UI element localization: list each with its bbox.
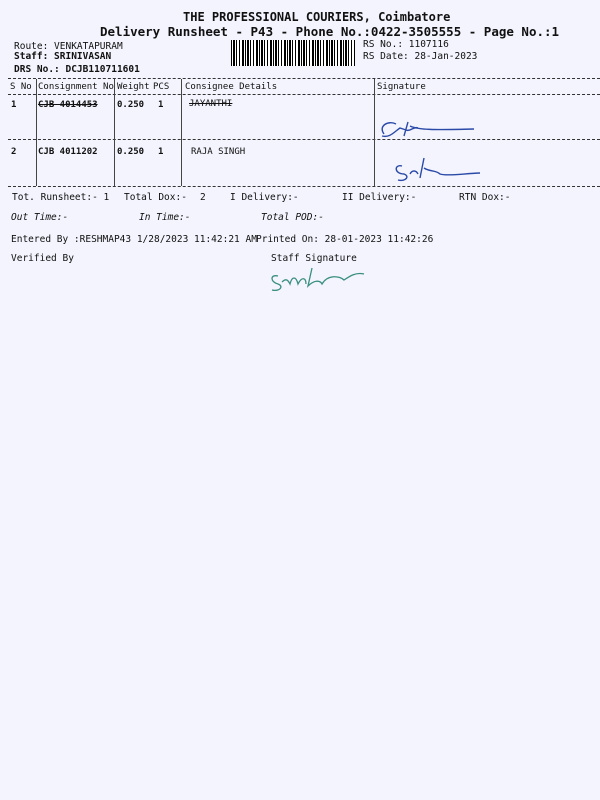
col-header-consignment: Consignment No [38, 82, 114, 92]
staff-label: Staff: SRINIVASAN [14, 51, 112, 62]
row-divider [8, 139, 600, 140]
row-pcs: 1 [158, 100, 164, 110]
row-consignment-no: CJB 4014453 [38, 100, 98, 110]
col-header-signature: Signature [377, 82, 426, 92]
row-consignee: RAJA SINGH [191, 147, 246, 157]
rtn-dox: RTN Dox:- [459, 192, 511, 203]
out-time: Out Time:- [11, 212, 69, 223]
table-header-rule [8, 94, 600, 95]
barcode-image [231, 40, 355, 66]
col-header-pcs: PCS [153, 82, 170, 92]
row-consignment-no: CJB 4011202 [38, 147, 98, 157]
rs-date: RS Date: 28-Jan-2023 [363, 51, 478, 62]
staff-signature-label: Staff Signature [271, 253, 357, 264]
col-divider [181, 79, 182, 186]
col-header-sno: S No [10, 82, 32, 92]
col-header-consignee: Consignee Details [185, 82, 278, 92]
company-title: THE PROFESSIONAL COURIERS, Coimbatore [183, 10, 451, 24]
row-pcs: 1 [158, 147, 164, 157]
col-header-weight: Weight [117, 82, 150, 92]
delivery-signature-2 [390, 152, 500, 186]
tot-runsheet: Tot. Runsheet:- 1 [12, 192, 110, 203]
table-bottom-rule [8, 186, 600, 187]
staff-signature [268, 262, 378, 296]
col-divider [36, 79, 37, 186]
route-label: Route: VENKATAPURAM [14, 41, 123, 52]
drs-number: DRS No.: DCJB110711601 [14, 64, 140, 75]
verified-by: Verified By [11, 253, 74, 264]
row-weight: 0.250 [117, 147, 145, 157]
row-sno: 1 [11, 100, 17, 110]
col-divider [114, 79, 115, 186]
row-weight: 0.250 [117, 100, 145, 110]
i-delivery: I Delivery:- [230, 192, 299, 203]
printed-on: Printed On: 28-01-2023 11:42:26 [256, 234, 434, 245]
rs-number: RS No.: 1107116 [363, 39, 449, 50]
ii-delivery: II Delivery:- [342, 192, 417, 203]
table-top-rule [8, 78, 600, 79]
in-time: In Time:- [139, 212, 191, 223]
delivery-signature-1 [374, 112, 484, 142]
row-consignee: JAYANTHI [189, 99, 233, 109]
total-dox-label: Total Dox:- [124, 192, 187, 203]
entered-by: Entered By :RESHMAP43 1/28/2023 11:42:21 AM [11, 234, 257, 245]
total-dox-value: 2 [200, 192, 206, 203]
runsheet-subtitle: Delivery Runsheet - P43 - Phone No.:0422-3505555 - Page No.:1 [100, 24, 560, 39]
total-pod: Total POD:- [261, 212, 324, 223]
row-sno: 2 [11, 147, 17, 157]
